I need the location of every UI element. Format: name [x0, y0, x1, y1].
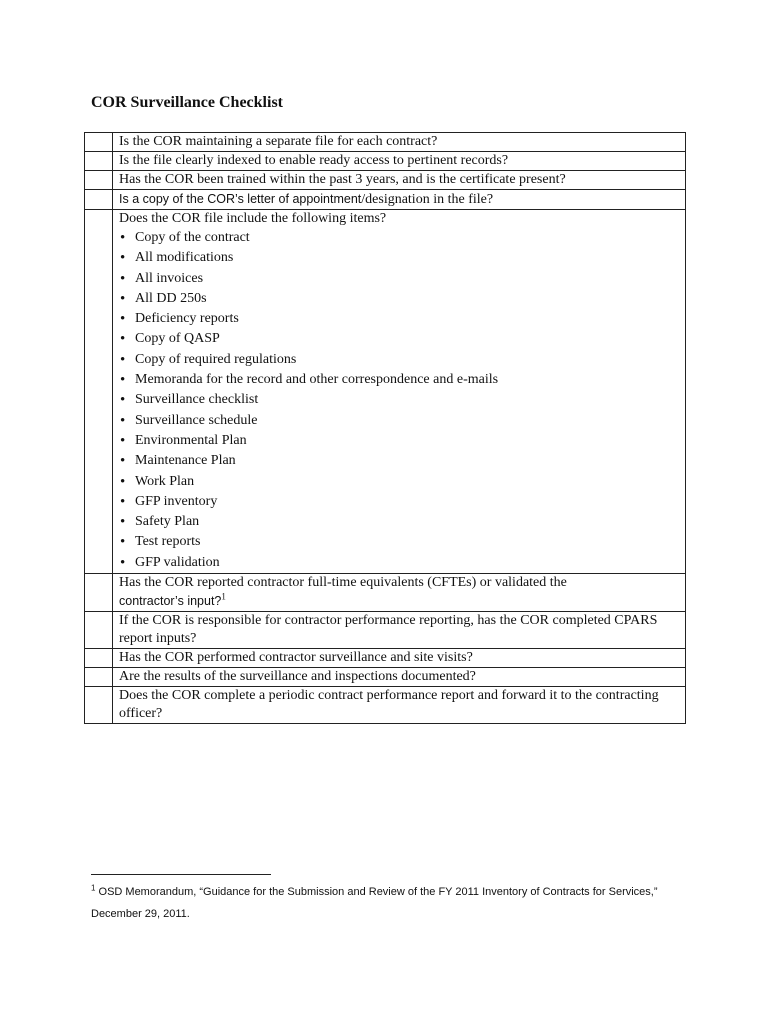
footnote-text: OSD Memorandum, “Guidance for the Submission and Review of the FY 2011 Inventory of Contracts for Services,” December 29, 2011. — [91, 886, 658, 920]
question-cell — [113, 210, 686, 574]
question-cell: Is the COR maintaining a separate file for each contract? — [113, 133, 686, 152]
checkbox-cell[interactable] — [85, 190, 113, 210]
list-item: • Environmental Plan — [119, 431, 679, 451]
list-item: • Copy of QASP — [119, 329, 679, 349]
table-row — [85, 668, 686, 687]
question-cell: Has the COR performed contractor surveillance and site visits? — [113, 649, 686, 668]
list-item: • All invoices — [119, 269, 679, 289]
question-cell: Are the results of the surveillance and inspections documented? — [113, 668, 686, 687]
list-item: • Copy of required regulations — [119, 350, 679, 370]
question-text-prefix: Is a copy of the COR’s letter of appointment — [119, 192, 362, 206]
list-item: • Memoranda for the record and other correspondence and e-mails — [119, 370, 679, 390]
question-text-suffix: /designation in the file? — [361, 192, 494, 207]
question-text-line1: Has the COR reported contractor full-time equivalents (CFTEs) or validated the — [119, 575, 567, 591]
list-item: • GFP inventory — [119, 492, 679, 512]
question-cell: If the COR is responsible for contractor performance reporting, has the COR completed CPARS report inputs? — [113, 612, 686, 649]
checkbox-cell[interactable] — [85, 574, 113, 612]
table-row — [85, 133, 686, 152]
checklist-table — [84, 132, 686, 724]
table-row — [85, 687, 686, 724]
table-row — [85, 190, 686, 210]
checkbox-cell[interactable] — [85, 171, 113, 190]
question-text: Does the COR file include the following items? — [119, 211, 387, 226]
list-item: • Test reports — [119, 532, 679, 552]
question-cell — [113, 190, 686, 210]
list-item: • Safety Plan — [119, 512, 679, 532]
list-item: • Work Plan — [119, 472, 679, 492]
checkbox-cell[interactable] — [85, 210, 113, 574]
list-item: • GFP validation — [119, 553, 679, 573]
checkbox-cell[interactable] — [85, 687, 113, 724]
footnote-number: 1 — [91, 883, 96, 893]
file-items-list — [119, 228, 679, 573]
question-text: contractor’s input? — [119, 594, 222, 609]
footnote-separator — [91, 874, 271, 875]
table-row — [85, 171, 686, 190]
list-item: • All DD 250s — [119, 289, 679, 309]
footnote-reference[interactable]: 1 — [221, 591, 226, 602]
checkbox-cell[interactable] — [85, 133, 113, 152]
list-item: • All modifications — [119, 248, 679, 268]
table-row — [85, 210, 686, 574]
list-item: • Deficiency reports — [119, 309, 679, 329]
table-row — [85, 612, 686, 649]
question-cell: Does the COR complete a periodic contract performance report and forward it to the contracting officer? — [113, 687, 686, 724]
question-cell: Has the COR been trained within the past 3 years, and is the certificate present? — [113, 171, 686, 190]
list-item: • Maintenance Plan — [119, 451, 679, 471]
checkbox-cell[interactable] — [85, 668, 113, 687]
question-text-line2 — [119, 592, 679, 611]
table-row — [85, 649, 686, 668]
table-row — [85, 574, 686, 612]
list-item: • Surveillance checklist — [119, 390, 679, 410]
question-cell — [113, 574, 686, 612]
list-item: • Copy of the contract — [119, 228, 679, 248]
checkbox-cell[interactable] — [85, 152, 113, 171]
checkbox-cell[interactable] — [85, 612, 113, 649]
list-item: • Surveillance schedule — [119, 411, 679, 431]
checkbox-cell[interactable] — [85, 649, 113, 668]
table-row — [85, 152, 686, 171]
question-cell: Is the file clearly indexed to enable ready access to pertinent records? — [113, 152, 686, 171]
page-title: COR Surveillance Checklist — [91, 94, 283, 111]
footnote — [91, 881, 691, 925]
